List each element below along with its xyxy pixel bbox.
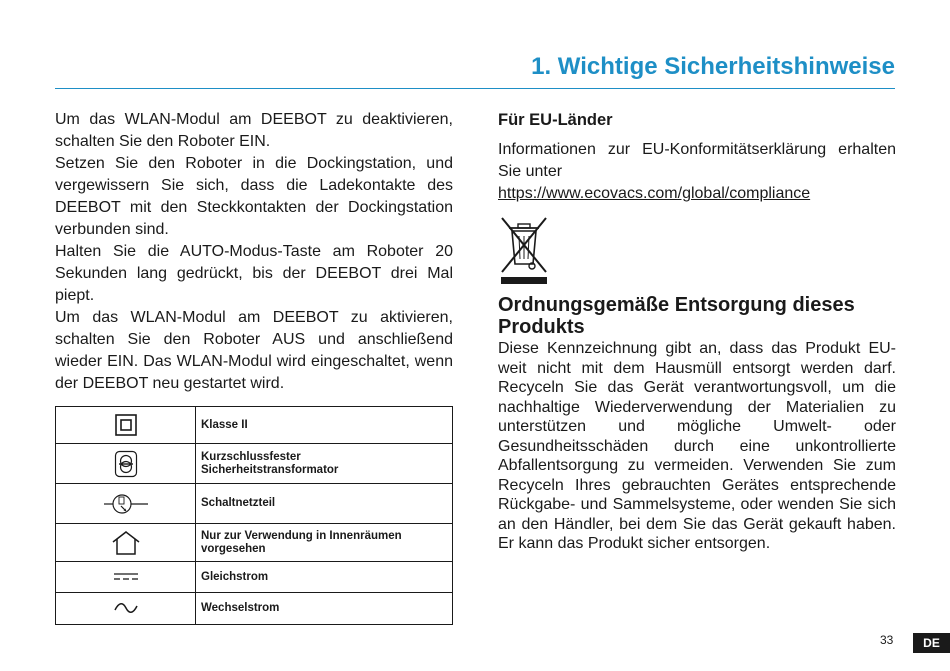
symbol-label xyxy=(196,524,453,562)
header-rule xyxy=(55,88,895,89)
table-row xyxy=(56,593,453,625)
short-circuit-proof-transformer-icon xyxy=(114,450,138,478)
switching-power-supply-icon xyxy=(104,491,148,517)
alternating-current-icon xyxy=(114,602,138,614)
page-number: 33 xyxy=(880,633,894,647)
symbol-label-line: Nur zur Verwendung in Innenräumen xyxy=(201,529,402,542)
language-badge: DE xyxy=(913,633,950,653)
table-row xyxy=(56,484,453,524)
table-row xyxy=(56,562,453,593)
symbol-label-line: Kurzschlussfester xyxy=(201,450,301,463)
symbols-table xyxy=(55,406,453,625)
table-row xyxy=(56,524,453,562)
wifi-paragraph-4: Um das WLAN-Modul am DEEBOT zu aktivieren, schalten Sie den Roboter AUS und anschließend wieder EIN. Das WLAN-Modul wird eingeschaltet, wenn der DEEBOT neu gestartet wird. xyxy=(55,309,453,392)
eu-information xyxy=(498,109,896,554)
page-title: 1. Wichtige Sicherheitshinweise xyxy=(531,53,895,80)
symbol-label: Gleichstrom xyxy=(196,562,453,593)
symbol-label: Wechselstrom xyxy=(196,593,453,625)
direct-current-icon xyxy=(114,572,138,582)
table-row xyxy=(56,444,453,484)
symbol-label: Schaltnetzteil xyxy=(196,484,453,524)
wifi-paragraph-1: Um das WLAN-Modul am DEEBOT zu deaktivieren, schalten Sie den Roboter EIN. xyxy=(55,111,453,150)
symbol-label-line: Sicherheitstransformator xyxy=(201,463,339,476)
wifi-paragraph-2: Setzen Sie den Roboter in die Dockingstation, und vergewissern Sie sich, dass die Ladekontakte des DEEBOT mit den Steckkontakten der Dockingstation verbunden sind. xyxy=(55,155,453,238)
indoor-use-icon xyxy=(111,530,141,556)
symbol-label-line: vorgesehen xyxy=(201,542,266,555)
disposal-text: Diese Kennzeichnung gibt an, dass das Produkt EU-weit nicht mit dem Hausmüll entsorgt werden darf. Recyceln Sie das Gerät verantwortungsvoll, um die nachhaltige Wiederverwendung der Materialien zu unterstützen und mögliche Umwelt- oder Gesundheitsschäden durch eine unkontrollierte Abfallentsorgung zu vermeiden. Verwenden Sie zum Recyceln Ihres gebrauchten Gerätes entsprechende Rückgabe- und Sammelsysteme, oder wenden Sie sich an den Händler, bei dem Sie das Gerät gekauft haben. Er kann das Produkt sicher entsorgen. xyxy=(498,340,896,552)
crossed-out-wheelie-bin-icon xyxy=(499,214,549,284)
disposal-heading: Ordnungsgemäße Entsorgung dieses Produkts xyxy=(498,294,855,338)
class-ii-icon xyxy=(115,414,137,436)
eu-conformity-text: Informationen zur EU-Konformitätserklärung erhalten Sie unter xyxy=(498,141,896,180)
eu-heading: Für EU-Länder xyxy=(498,111,613,129)
wifi-instructions xyxy=(55,109,453,395)
wifi-paragraph-3: Halten Sie die AUTO-Modus-Taste am Roboter 20 Sekunden lang gedrückt, bis der DEEBOT drei Mal piept. xyxy=(55,243,453,304)
compliance-link[interactable]: https://www.ecovacs.com/global/compliance xyxy=(498,185,811,202)
symbol-label xyxy=(196,444,453,484)
table-row xyxy=(56,407,453,444)
symbol-label: Klasse II xyxy=(196,407,453,444)
